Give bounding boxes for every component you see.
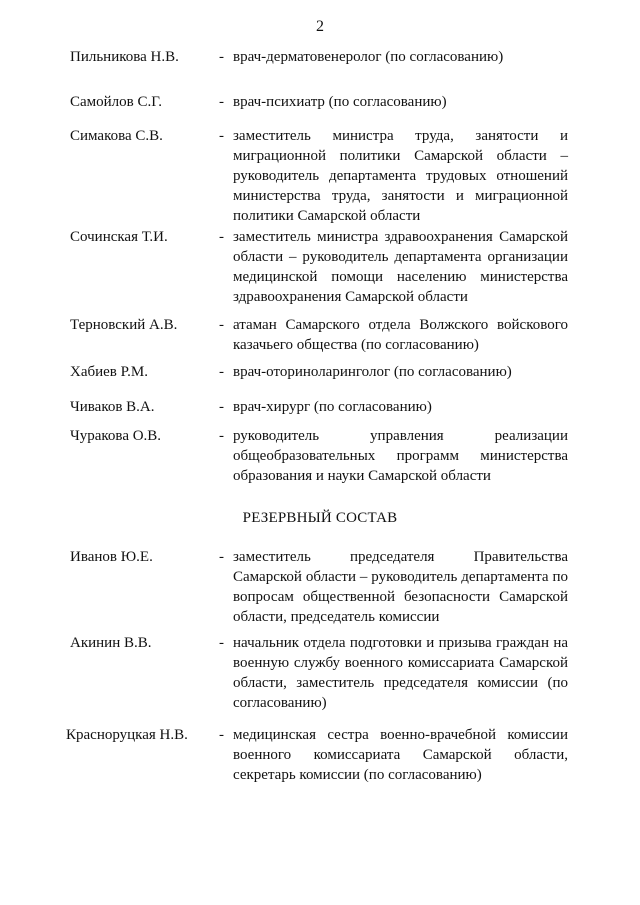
member-role: заместитель министра здравоохранения Самарской области – руководитель департамента организации медицинской помощи населению министерства здравоохранения Самарской области [233,229,568,305]
member-dash: - [219,428,224,444]
reserve-name: Иванов Ю.Е. [70,549,153,565]
member-role: руководитель управления реализации общеобразовательных программ министерства образования и науки Самарской области [233,428,568,484]
member-dash: - [219,364,224,380]
member-dash: - [219,49,224,65]
member-role: врач-дерматовенеролог (по согласованию) [233,49,504,65]
page-number: 2 [316,18,324,35]
reserve-section-title: РЕЗЕРВНЫЙ СОСТАВ [242,510,398,526]
member-name: Чиваков В.А. [70,399,155,415]
member-name: Пильникова Н.В. [70,49,179,65]
member-dash: - [219,399,224,415]
reserve-role: заместитель председателя Правительства Самарской области – руководитель департамента по вопросам общественной безопасности Самарской области, председатель комиссии [233,549,568,625]
member-dash: - [219,128,224,144]
reserve-dash: - [219,727,224,743]
member-dash: - [219,317,224,333]
reserve-role: медицинская сестра военно-врачебной комиссии военного комиссариата Самарской области, секретарь комиссии (по согласованию) [233,727,568,783]
member-name: Чуракова О.В. [70,428,162,444]
member-role: врач-хирург (по согласованию) [233,399,432,415]
reserve-name: Красноруцкая Н.В. [66,727,188,743]
member-name: Самойлов С.Г. [70,94,162,110]
reserve-role: начальник отдела подготовки и призыва граждан на военную службу военного комиссариата Самарской области, заместитель председателя комиссии (по согласованию) [233,635,568,711]
member-role: атаман Самарского отдела Волжского войскового казачьего общества (по согласованию) [233,317,568,353]
member-role: врач-психиатр (по согласованию) [233,94,447,110]
member-name: Сочинская Т.И. [70,229,168,245]
member-dash: - [219,94,224,110]
member-role: врач-оториноларинголог (по согласованию) [233,364,512,380]
member-name: Хабиев Р.М. [70,364,148,380]
member-dash: - [219,229,224,245]
member-name: Симакова С.В. [70,128,163,144]
reserve-dash: - [219,549,224,565]
member-role: заместитель министра труда, занятости и миграционной политики Самарской области – руководитель департамента трудовых отношений министерства труда, занятости и миграционной политики Самарской области [233,128,568,224]
member-name: Терновский А.В. [70,317,178,333]
reserve-name: Акинин В.В. [70,635,152,651]
reserve-dash: - [219,635,224,651]
